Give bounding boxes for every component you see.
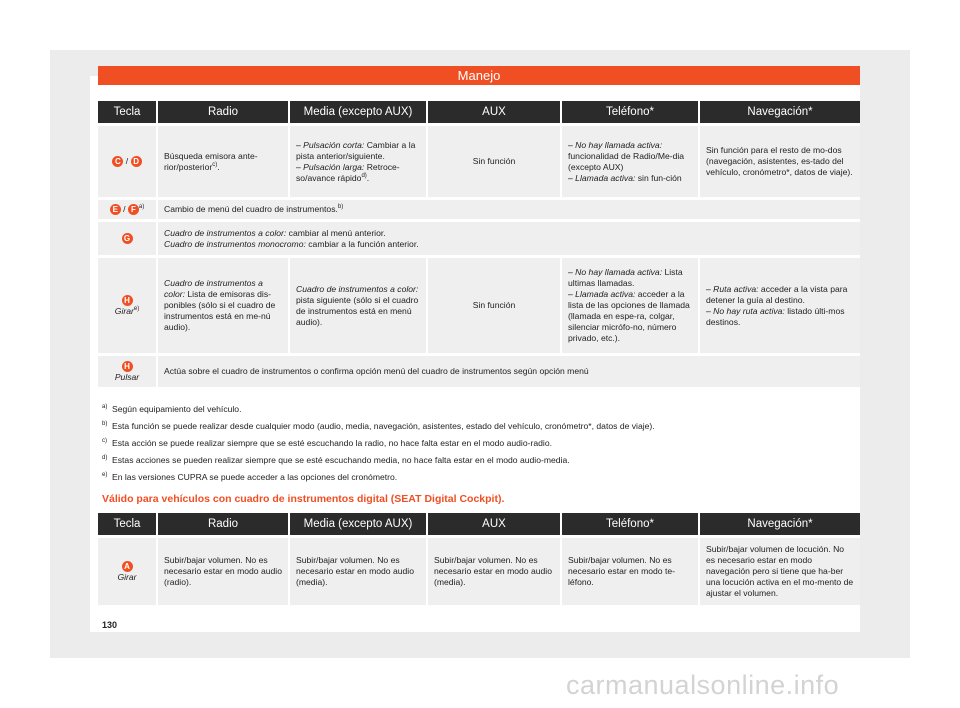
cell-label: – Pulsación larga: xyxy=(296,161,365,172)
cell-text: Cambiar a la pista anterior/siguiente. xyxy=(296,139,416,161)
controls-table xyxy=(98,101,860,387)
footnote-ref: a) xyxy=(138,204,145,211)
radio-cell: Búsqueda emisora ante-rior/posterior$^{c)}$. xyxy=(156,123,288,197)
key-cell xyxy=(98,535,156,605)
key-cell xyxy=(98,123,156,197)
cell-label: – No hay llamada activa: xyxy=(568,267,663,277)
cell-label: – Ruta activa: xyxy=(706,283,759,294)
aux-cell: Sin función xyxy=(426,255,560,353)
cell-label: – No hay llamada activa: xyxy=(568,139,663,150)
cell-text: Búsqueda emisora ante-rior/posterior xyxy=(164,150,258,172)
cell-text: funcionalidad de Radio/Me-dia (excepto AUX) xyxy=(568,150,685,172)
table-row xyxy=(98,353,860,387)
footnote xyxy=(102,421,655,431)
cell-label: – Llamada activa: xyxy=(568,289,636,299)
key-separator: / xyxy=(123,204,126,214)
footnote-ref: c) xyxy=(212,161,218,168)
key-action-label: Pulsar xyxy=(114,371,140,382)
table-row xyxy=(98,255,860,353)
spanning-cell xyxy=(156,197,860,219)
media-cell xyxy=(288,123,426,197)
key-cell xyxy=(98,353,156,387)
cell-text: Cambio de menú del cuadro de instrumentos. xyxy=(164,204,338,214)
spanning-cell: Actúa sobre el cuadro de instrumentos o confirma opción menú del cuadro de instrumentos según opción menú xyxy=(156,353,860,387)
footnote xyxy=(102,455,570,465)
aux-cell: Sin función xyxy=(426,123,560,197)
footnote xyxy=(102,472,397,482)
key-separator: / xyxy=(125,156,129,166)
key-f-icon: F xyxy=(128,204,139,215)
key-cell xyxy=(98,219,156,255)
cell-label: Cuadro de instrumentos a color: xyxy=(296,283,419,294)
col-header-aux: AUX xyxy=(426,101,560,123)
col-header-radio: Radio xyxy=(156,513,288,535)
footnote-ref: d) xyxy=(361,172,367,179)
watermark: carmanualsonline.info xyxy=(566,670,840,700)
footnote-text: En las versiones CUPRA se puede acceder a las opciones del cronómetro. xyxy=(112,472,398,482)
key-g-icon: G xyxy=(122,233,133,244)
page-number: 130 xyxy=(102,620,118,630)
footnote xyxy=(102,438,552,448)
cell-text: listado últi-mos destinos. xyxy=(706,305,845,327)
footnote-text: Esta función se puede realizar desde cualquier modo (audio, media, navegación, asistentes, estado del vehículo, cronómetro*, datos de viaje). xyxy=(112,421,655,431)
table-header-row xyxy=(98,101,860,123)
table-row xyxy=(98,219,860,255)
cell-text: Lista ultimas llamadas. xyxy=(568,267,683,288)
cell-label: – Llamada activa: xyxy=(568,172,636,183)
navegacion-cell: Sin función para el resto de mo-dos (navegación, asistentes, es-tado del vehículo, cronómetro*, datos de viaje). xyxy=(698,123,860,197)
aux-cell: Subir/bajar volumen. No es necesario estar en modo audio (media). xyxy=(426,535,560,605)
footnote-mark: b) xyxy=(102,421,108,427)
footnote-text: Según equipamiento del vehículo. xyxy=(112,404,242,414)
cell-label: – Pulsación corta: xyxy=(296,139,365,150)
cell-text: acceder a la vista para detener la guía al destino. xyxy=(706,283,848,305)
cell-text: Lista de emisoras dis-ponibles (sólo si el cuadro de instrumentos está en me-nú audio). xyxy=(164,289,276,332)
cell-text: . xyxy=(366,172,370,183)
cell-text: Retroce-so/avance rápido xyxy=(296,161,400,183)
col-header-navegacion: Navegación* xyxy=(698,513,860,535)
key-cell xyxy=(98,197,156,219)
table-header-row xyxy=(98,513,860,535)
key-c-icon: C xyxy=(112,156,123,167)
footnote-mark: e) xyxy=(102,472,108,478)
col-header-aux: AUX xyxy=(426,513,560,535)
cell-label: – No hay ruta activa: xyxy=(706,305,785,316)
cell-text: cambiar a la función anterior. xyxy=(305,238,419,249)
cell-text: pista siguiente (sólo si el cuadro de instrumentos está en menú audio). xyxy=(296,294,419,327)
key-action-label: Girar xyxy=(117,571,137,582)
footnote-text: Estas acciones se pueden realizar siempre que se esté escuchando media, no hace falta estar en el modo audio-media. xyxy=(112,455,570,465)
telefono-cell: Subir/bajar volumen. No es necesario estar en modo te-léfono. xyxy=(560,535,698,605)
navegacion-cell xyxy=(698,255,860,353)
footnote-ref: b) xyxy=(337,204,344,211)
radio-cell: Subir/bajar volumen. No es necesario estar en modo audio (radio). xyxy=(156,535,288,605)
footnote-mark: d) xyxy=(102,455,108,461)
key-h-icon: H xyxy=(122,361,133,372)
key-action-label: Girar xyxy=(114,305,134,316)
col-header-tecla: Tecla xyxy=(98,513,156,535)
col-header-media: Media (excepto AUX) xyxy=(288,513,426,535)
col-header-tecla: Tecla xyxy=(98,101,156,123)
cell-text: acceder a la lista de las opciones de llamada (llamada en espe-ra, colgar, silenciar micrófo-no, número privado, etc.). xyxy=(568,289,690,343)
cell-text: cambiar al menú anterior. xyxy=(286,227,386,238)
col-header-media: Media (excepto AUX) xyxy=(288,101,426,123)
footnote-ref: e) xyxy=(133,305,140,312)
col-header-telefono: Teléfono* xyxy=(560,101,698,123)
col-header-telefono: Teléfono* xyxy=(560,513,698,535)
cell-label: Cuadro de instrumentos a color: xyxy=(164,227,287,238)
footnote-mark: a) xyxy=(102,404,108,410)
footnote-text: Esta acción se puede realizar siempre que se esté escuchando la radio, no hace falta estar en el modo audio-radio. xyxy=(112,438,552,448)
col-header-navegacion: Navegación* xyxy=(698,101,860,123)
key-h-icon: H xyxy=(122,295,133,306)
cell-label: Cuadro de instrumentos monocromo: xyxy=(164,238,306,249)
section-subheading: Válido para vehículos con cuadro de instrumentos digital (SEAT Digital Cockpit). xyxy=(102,493,505,505)
key-e-icon: E xyxy=(110,204,121,215)
key-cell xyxy=(98,255,156,353)
table-row xyxy=(98,123,860,197)
key-d-icon: D xyxy=(131,156,142,167)
volume-table xyxy=(98,513,860,605)
section-banner: Manejo xyxy=(98,66,860,85)
col-header-radio: Radio xyxy=(156,101,288,123)
cell-label: Cuadro de instrumentos a color: xyxy=(164,278,263,299)
radio-cell xyxy=(156,255,288,353)
footnote-mark: c) xyxy=(102,438,107,444)
table-row xyxy=(98,535,860,605)
navegacion-cell: Subir/bajar volumen de locución. No es necesario estar en modo navegación pero si tiene que ha-ber una locución activa en el mo-mento de ajustar el volumen. xyxy=(698,535,860,605)
table-row xyxy=(98,197,860,219)
spanning-cell xyxy=(156,219,860,255)
media-cell: Subir/bajar volumen. No es necesario estar en modo audio (media). xyxy=(288,535,426,605)
footnote xyxy=(102,404,241,414)
cell-text: sin fun-ción xyxy=(635,172,682,183)
media-cell xyxy=(288,255,426,353)
telefono-cell xyxy=(560,123,698,197)
telefono-cell xyxy=(560,255,698,353)
key-a-icon: A xyxy=(122,561,133,572)
